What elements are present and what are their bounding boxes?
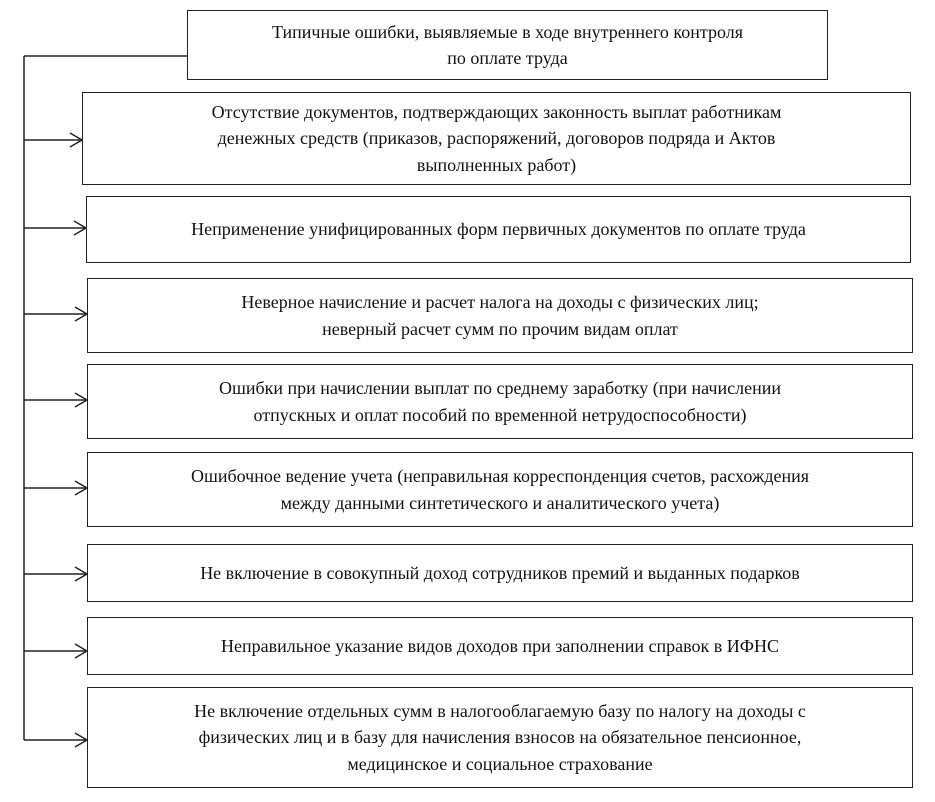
error-box-4 <box>87 364 913 439</box>
error-box-1 <box>82 92 911 185</box>
error-text-8: Не включение отдельных сумм в налогооблагаемую базу по налогу на доходы с физических лиц и в базу для начисления взносов на обязательное пенсионное, медицинское и социальное страхование <box>194 701 806 774</box>
arrow-8 <box>24 733 87 747</box>
title-box <box>187 10 828 80</box>
error-box-5 <box>87 452 913 527</box>
arrow-1 <box>24 133 82 147</box>
error-text-4: Ошибки при начислении выплат по среднему заработку (при начислении отпускных и оплат пособий по временной нетрудоспособности) <box>219 378 781 425</box>
error-text-1: Отсутствие документов, подтверждающих законность выплат работникам денежных средств (приказов, распоряжений, договоров подряда и Актов выполненных работ) <box>211 102 782 175</box>
error-text-6: Не включение в совокупный доход сотрудников премий и выданных подарков <box>200 562 800 583</box>
arrow-6 <box>24 567 87 581</box>
error-text-7: Неправильное указание видов доходов при заполнении справок в ИФНС <box>220 635 780 656</box>
arrow-7 <box>24 644 87 658</box>
error-text-5: Ошибочное ведение учета (неправильная корреспонденция счетов, расхождения между данными синтетического и аналитического учета) <box>190 466 810 513</box>
title-text: Типичные ошибки, выявляемые в ходе внутреннего контроля по оплате труда <box>271 21 743 68</box>
arrow-2 <box>24 221 86 235</box>
error-box-8 <box>87 687 913 788</box>
arrow-3 <box>24 307 87 321</box>
arrow-4 <box>24 393 87 407</box>
error-box-3 <box>87 278 913 353</box>
error-box-7 <box>87 617 913 675</box>
error-box-6 <box>87 544 913 602</box>
error-box-2 <box>86 196 911 263</box>
error-text-3: Неверное начисление и расчет налога на доходы с физических лиц; неверный расчет сумм по прочим видам оплат <box>241 292 759 339</box>
error-text-2: Неприменение унифицированных форм первичных документов по оплате труда <box>191 219 806 240</box>
arrow-5 <box>24 481 87 495</box>
